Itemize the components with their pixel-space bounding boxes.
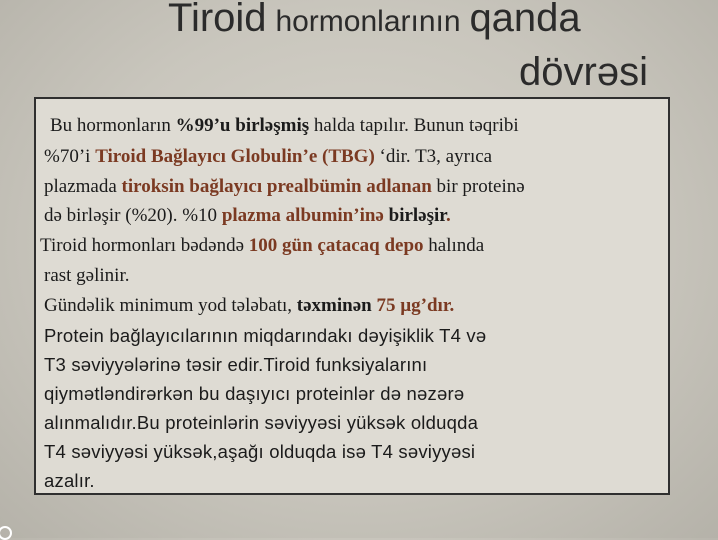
text-line-11: alınmalıdır.Bu proteinlərin səviyyəsi yüksək olduqda — [44, 412, 479, 433]
text-line-12: T4 səviyyəsi yüksək,aşağı olduqda isə T4 səviyyəsi — [44, 441, 476, 462]
text-span: Tiroid hormonları bədəndə — [40, 235, 249, 256]
highlight-text: tiroksin bağlayıcı prealbümin adlanan — [121, 176, 432, 197]
bold-text: təxminən — [296, 295, 372, 316]
text-line-4 — [44, 205, 451, 227]
title-word-2: hormonlarının — [275, 5, 461, 38]
highlight-text: Tiroid Bağlayıcı Globulin’e (TBG) — [95, 146, 375, 167]
text-line-1 — [50, 115, 519, 137]
slide-title — [168, 0, 581, 38]
text-line-5 — [40, 235, 484, 257]
text-line-3 — [44, 176, 525, 198]
highlight-text: 75 µg’dır. — [376, 295, 455, 316]
text-line-2 — [44, 146, 492, 168]
title-word-3: qanda — [469, 0, 581, 40]
title-word-1: Tiroid — [168, 0, 267, 40]
highlight-text: 100 gün çatacaq depo — [248, 235, 424, 256]
text-span: Gündəlik minimum yod tələbatı, — [44, 295, 297, 316]
text-line-8: Protein bağlayıcılarının miqdarındakı dəyişiklik T4 və — [44, 325, 487, 346]
bold-text: birləşir — [383, 205, 446, 226]
text-line-7 — [44, 295, 454, 317]
text-span: halda tapılır. Bunun təqribi — [309, 115, 519, 136]
text-line-6: rast gəlinir. — [44, 265, 130, 286]
text-span: bir proteinə — [431, 176, 525, 197]
text-span: ‘dir. T3, ayrıca — [374, 146, 493, 167]
slide-title-line-2: dövrəsi — [519, 50, 648, 94]
text-span: halında — [423, 235, 485, 256]
bold-text: %99’u birləşmiş — [175, 115, 310, 136]
text-span: də birləşir (%20). %10 — [44, 205, 222, 226]
highlight-text: . — [445, 205, 451, 226]
text-span: Bu hormonların — [50, 115, 176, 136]
highlight-text: plazma albumin’inə — [221, 205, 384, 226]
text-span: %70’i — [44, 146, 96, 167]
text-line-13: azalır. — [44, 470, 95, 491]
text-line-9: T3 səviyyələrinə təsir edir.Tiroid funksiyalarını — [44, 354, 428, 375]
text-line-10: qiymətləndirərkən bu daşıyıcı proteinlər də nəzərə — [44, 383, 465, 404]
content-box — [34, 97, 670, 495]
text-span: plazmada — [44, 176, 122, 197]
